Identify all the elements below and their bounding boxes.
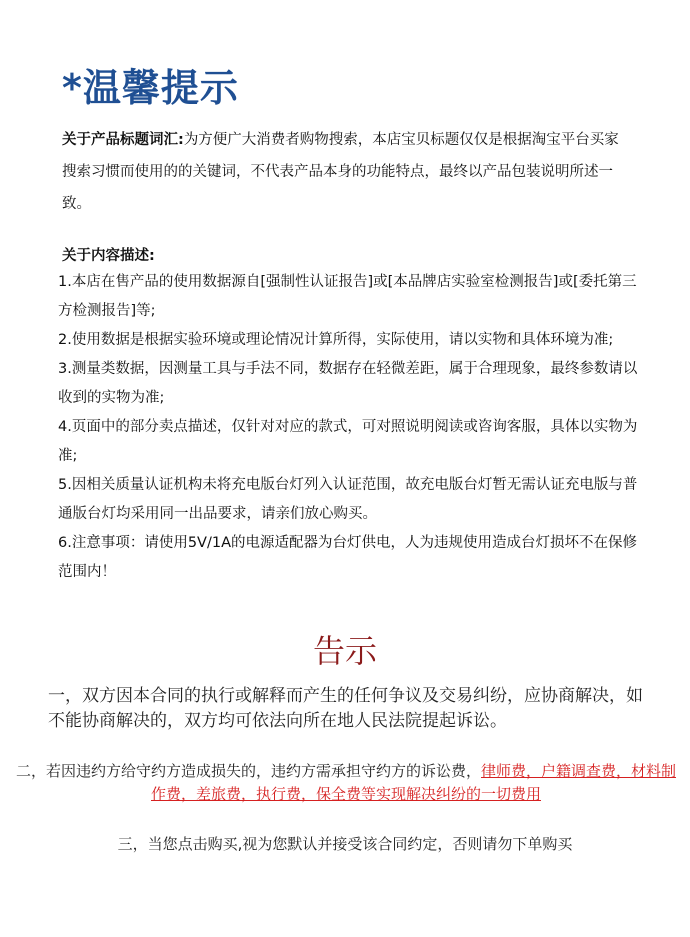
keyword-note-label: 关于产品标题词汇: <box>62 132 184 148</box>
notice-title: 告示 <box>312 632 377 670</box>
keyword-note <box>62 124 632 220</box>
content-desc-label: 关于内容描述: <box>62 248 155 264</box>
content-desc-item: 4.页面中的部分卖点描述，仅针对对应的款式，可对照说明阅读或咨询客服，具体以实物为准; <box>58 419 638 464</box>
keyword-note-text: 为方便广大消费者购物搜索，本店宝贝标题仅仅是根据淘宝平台买家搜索习惯而使用的的关键词，不代表产品本身的功能特点，最终以产品包装说明所述一致。 <box>62 132 619 212</box>
content-desc-list <box>58 268 638 587</box>
content-desc-item: 3.测量类数据，因测量工具与手法不同，数据存在轻微差距，属于合理现象，最终参数请以收到的实物为准; <box>58 361 638 406</box>
notice-clause-3: 三，当您点击购买,视为您默认并接受该合同约定，否则请勿下单购买 <box>117 835 573 853</box>
content-desc-item: 5.因相关质量认证机构未将充电版台灯列入认证范围，故充电版台灯暂无需认证充电版与普通版台灯均采用同一出品要求，请亲们放心购买。 <box>58 477 638 522</box>
page-title: *温馨提示 <box>62 66 239 110</box>
notice-clause-1: 一，双方因本合同的执行或解释而产生的任何争议及交易纠纷，应协商解决，如不能协商解决的，双方均可依法向所在地人民法院提起诉讼。 <box>48 686 643 731</box>
notice-clause-2-highlight: 律师费，户籍调查费，材料制作费，差旅费，执行费，保全费等实现解决纠纷的一切费用 <box>150 762 677 803</box>
content-desc-item: 2.使用数据是根据实验环境或理论情况计算所得，实际使用，请以实物和具体环境为准; <box>58 332 614 348</box>
notice-clause-2-text: 二，若因违约方给守约方造成损失的，违约方需承担守约方的诉讼费， <box>15 762 481 780</box>
content-desc-item: 6.注意事项：请使用5V/1A的电源适配器为台灯供电，人为违规使用造成台灯损坏不在保修范围内！ <box>58 535 638 580</box>
notice-clause-2 <box>10 760 682 806</box>
content-desc-item: 1.本店在售产品的使用数据源自[强制性认证报告]或[本品牌店实验室检测报告]或[委托第三方检测报告]等; <box>58 274 637 319</box>
